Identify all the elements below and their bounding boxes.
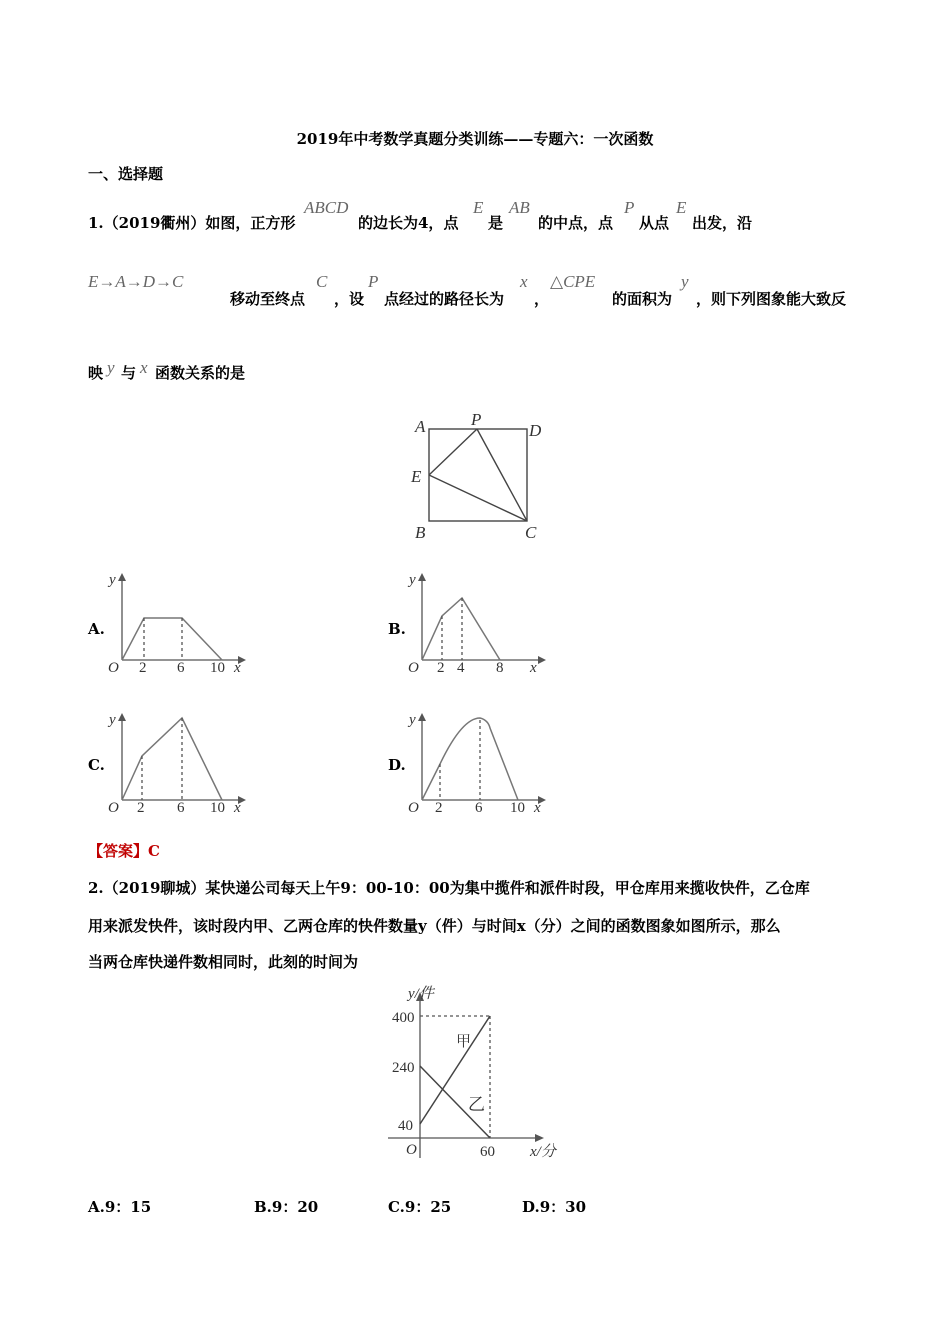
y-label: y	[409, 572, 416, 588]
warehouse-graph	[380, 982, 580, 1166]
q1-text: 的边长为4，点	[358, 214, 459, 232]
graph-curve	[122, 718, 222, 800]
option-a-graph	[100, 568, 260, 680]
q1-text: 的面积为	[612, 290, 673, 308]
label-b: B	[415, 523, 426, 542]
x-axis-arrow-icon	[535, 1134, 544, 1142]
yi-label: 乙	[468, 1095, 485, 1114]
q1-math: P	[624, 198, 635, 217]
graph-curve	[422, 598, 500, 660]
option-b-label: B.	[388, 620, 406, 638]
choice-a: A.9：15	[88, 1198, 152, 1216]
option-a-label: A.	[88, 620, 105, 638]
tick-label: 8	[496, 660, 504, 676]
answer-text: 【答案】C	[88, 842, 160, 860]
option-c-label: C.	[88, 756, 105, 774]
label-a: A	[415, 417, 426, 436]
y-label: y	[409, 712, 416, 728]
tick-label: 2	[139, 660, 147, 676]
origin-label: O	[406, 1142, 417, 1158]
q1-text: 的中点，点	[538, 214, 614, 232]
tick-label: 6	[177, 800, 185, 816]
choice-b: B.9：20	[254, 1198, 319, 1216]
x-tick-label: 60	[480, 1144, 495, 1160]
q1-math: E	[676, 198, 687, 217]
origin-label: O	[108, 660, 119, 676]
option-d-graph	[400, 708, 560, 820]
q1-math: E→A→D→C	[88, 272, 184, 291]
y-axis-arrow-icon	[118, 573, 126, 581]
tick-label: 2	[137, 800, 145, 816]
section-heading: 一、选择题	[88, 165, 164, 183]
y-label: y	[109, 572, 116, 588]
q1-math: C	[316, 272, 328, 291]
y-axis-arrow-icon	[418, 573, 426, 581]
y-axis-label: y/件	[408, 986, 434, 1002]
x-label: x	[534, 800, 541, 816]
x-label: x	[234, 660, 241, 676]
q1-math: x	[140, 358, 148, 377]
tick-label: 10	[210, 800, 225, 816]
q1-math: AB	[509, 198, 530, 217]
y-tick-label: 240	[392, 1060, 415, 1076]
q1-text: 1.（2019衢州）如图，正方形	[88, 214, 296, 232]
q1-text: ，设	[334, 290, 365, 308]
q1-text: ，则下列图象能大致反	[696, 290, 847, 308]
q1-math: E	[473, 198, 484, 217]
q1-math: x	[520, 272, 528, 291]
y-tick-label: 400	[392, 1010, 415, 1026]
option-c-graph	[100, 708, 260, 820]
q1-text: 出发，沿	[692, 214, 753, 232]
label-p: P	[471, 410, 482, 429]
q2-line-3: 当两仓库快递件数相同时，此刻的时间为	[88, 953, 359, 971]
q1-math: y	[107, 358, 115, 377]
square-figure	[405, 410, 555, 545]
x-label: x	[530, 660, 537, 676]
graph-curve	[422, 718, 518, 800]
origin-label: O	[408, 800, 419, 816]
option-b-graph	[400, 568, 560, 680]
q1-text: 从点	[639, 214, 670, 232]
tick-label: 2	[437, 660, 445, 676]
page-title: 2019年中考数学真题分类训练——专题六：一次函数	[296, 130, 654, 148]
q1-math: ABCD	[304, 198, 349, 217]
tick-label: 10	[210, 660, 225, 676]
q1-text: 函数关系的是	[155, 364, 246, 382]
label-e: E	[411, 467, 422, 486]
segment-pc	[477, 429, 527, 521]
choice-c: C.9：25	[388, 1198, 452, 1216]
origin-label: O	[408, 660, 419, 676]
q1-text: 映	[88, 364, 104, 382]
q1-text: ，	[534, 290, 550, 308]
option-d-label: D.	[388, 756, 406, 774]
tick-label: 10	[510, 800, 525, 816]
choice-d: D.9：30	[522, 1198, 587, 1216]
q1-math: △CPE	[550, 272, 596, 291]
graph-curve	[122, 618, 222, 660]
q2-line-1: 2.（2019聊城）某快递公司每天上午9：00-10：00为集中揽件和派件时段，甲仓库用来揽收快件，乙仓库	[88, 879, 810, 897]
y-tick-label: 40	[398, 1118, 413, 1134]
label-d: D	[529, 421, 542, 440]
segment-ec	[429, 475, 527, 521]
q1-math: y	[681, 272, 689, 291]
y-label: y	[109, 712, 116, 728]
label-c: C	[525, 523, 537, 542]
square-abcd	[429, 429, 527, 521]
q1-text: 点经过的路径长为	[384, 290, 505, 308]
y-axis-arrow-icon	[118, 713, 126, 721]
q1-text: 与	[121, 364, 137, 382]
x-axis-label: x/分	[530, 1144, 556, 1160]
tick-label: 6	[475, 800, 483, 816]
q1-math: P	[368, 272, 379, 291]
origin-label: O	[108, 800, 119, 816]
y-axis-arrow-icon	[418, 713, 426, 721]
tick-label: 6	[177, 660, 185, 676]
q2-line-2: 用来派发快件，该时段内甲、乙两仓库的快件数量y（件）与时间x（分）之间的函数图象如图所示，那么	[88, 917, 781, 935]
jia-label: 甲	[456, 1034, 472, 1050]
segment-ep	[429, 429, 477, 475]
q1-text: 移动至终点	[230, 290, 306, 308]
x-axis-arrow-icon	[538, 656, 546, 664]
x-label: x	[234, 800, 241, 816]
q1-text: 是	[488, 214, 504, 232]
tick-label: 2	[435, 800, 443, 816]
tick-label: 4	[457, 660, 465, 676]
